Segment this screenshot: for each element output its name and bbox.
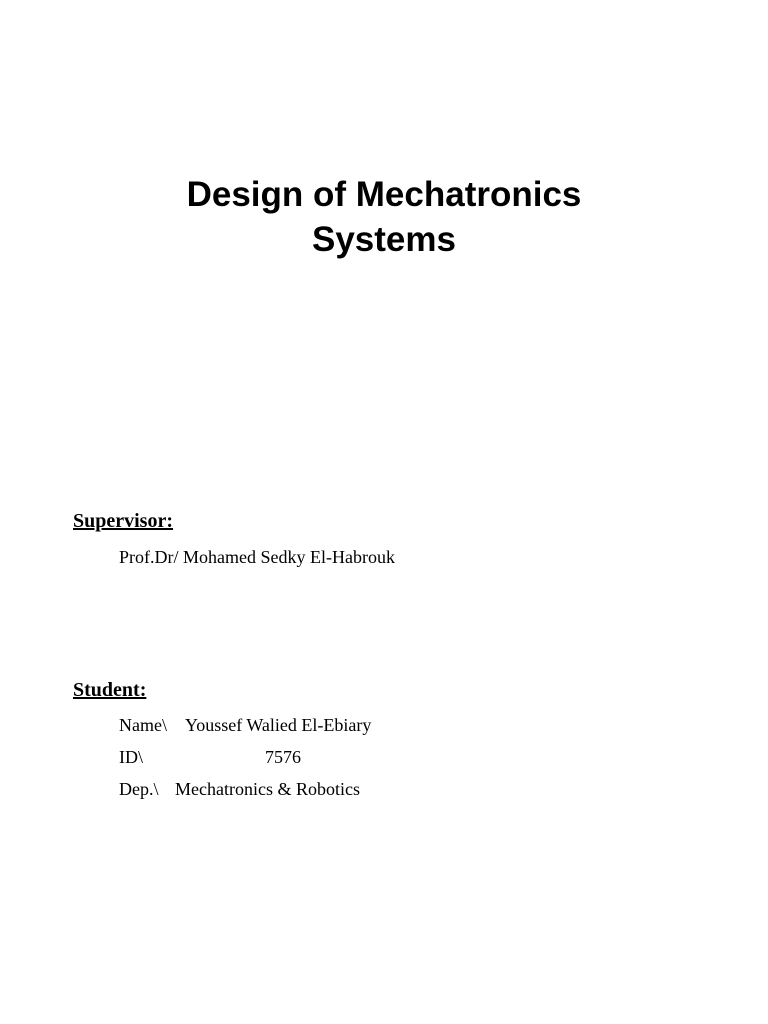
student-id-row — [119, 746, 301, 768]
student-name-row — [119, 714, 371, 736]
student-department-label: Dep.\ — [119, 779, 159, 799]
student-name-label: Name\ — [119, 715, 167, 735]
student-department-row — [119, 778, 360, 800]
student-name-value: Youssef Walied El-Ebiary — [185, 715, 372, 735]
title-line-1: Design of Mechatronics — [186, 175, 582, 214]
supervisor-heading: Supervisor: — [73, 510, 173, 532]
document-title — [0, 172, 768, 262]
student-id-value: 7576 — [265, 747, 301, 767]
student-department-value: Mechatronics & Robotics — [175, 779, 360, 799]
title-line-2: Systems — [312, 220, 456, 259]
supervisor-name: Prof.Dr/ Mohamed Sedky El-Habrouk — [119, 547, 395, 567]
student-heading: Student: — [73, 679, 147, 701]
student-id-label: ID\ — [119, 747, 143, 767]
